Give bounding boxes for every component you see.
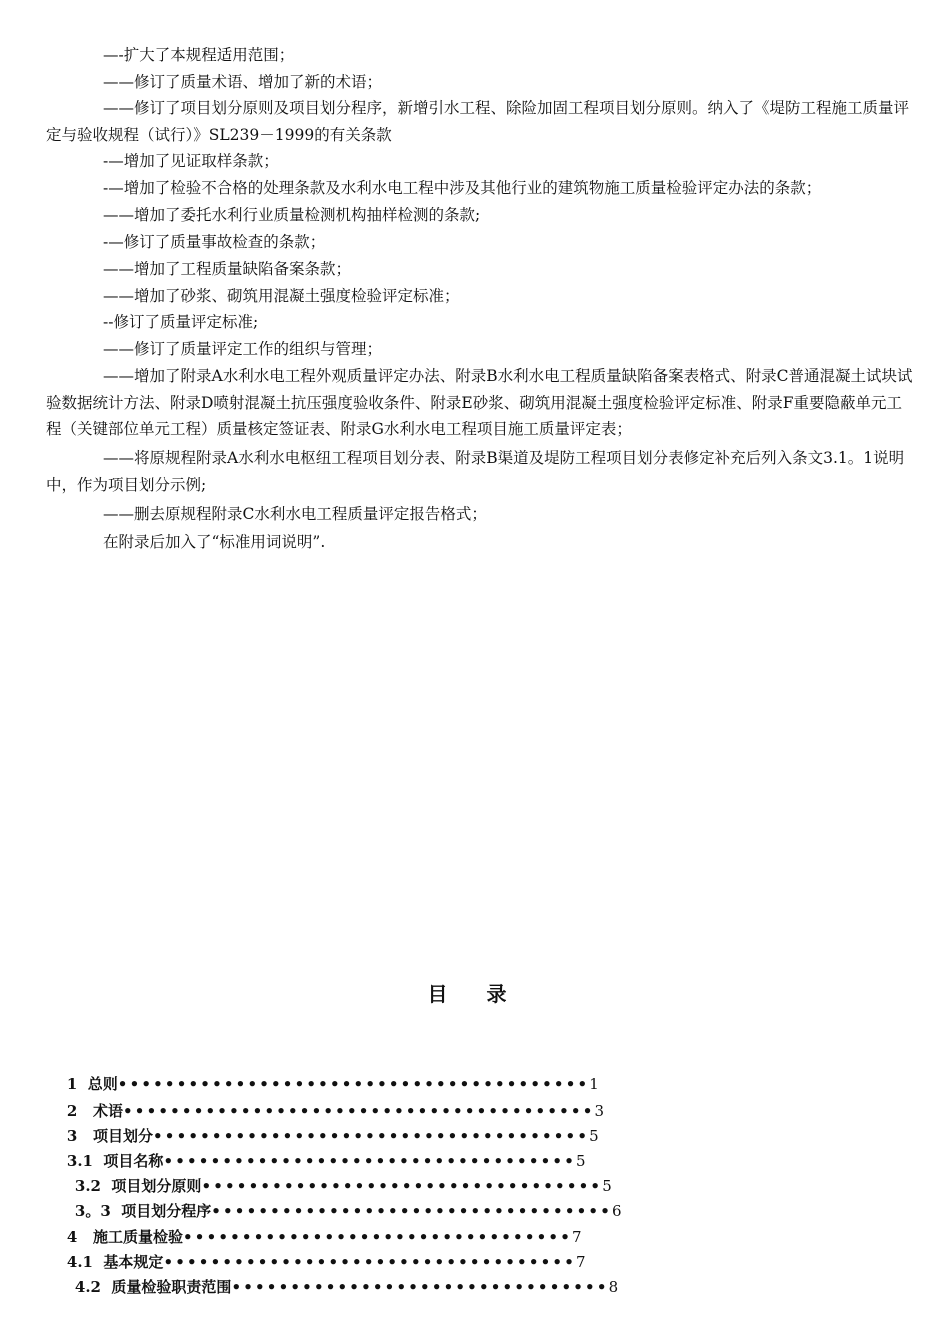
toc-entry[interactable] (54, 1258, 618, 1315)
toc-page-number: 7 (576, 1253, 586, 1271)
toc-page-number: 5 (589, 1127, 599, 1145)
toc-page-number: 7 (571, 1228, 582, 1246)
revision-item-15: 在附录后加入了“标准用词说明”. (103, 533, 326, 551)
toc-page-number: 3 (594, 1102, 605, 1120)
toc-title: 目 录 (427, 982, 523, 1006)
toc-page-number: 1 (589, 1075, 599, 1093)
revision-item-12: ——增加了附录A水利水电工程外观质量评定办法、附录B水利水电工程质量缺陷备案表格式、附录C普通混凝土试块试验数据统计方法、附录D喷射混凝土抗压强度验收条件、附录E砂浆、砌筑用混凝土强度检验评定标准、附录F重要隐蔽单元工程（关键部位单元工程）质量核定签证表、附录G水利水电工程项目施工质量评定表； (46, 367, 913, 439)
toc-leader-dots: ••••••••••••••••••••••••••••••••• (183, 1228, 572, 1246)
toc-entry-label: 3.2 项目划分原则 (74, 1177, 202, 1195)
toc-page-number: 5 (576, 1152, 586, 1170)
toc-leader-dots: •••••••••••••••••••••••••••••••••••••••• (117, 1075, 590, 1093)
revision-item-4: -—增加了见证取样条款； (103, 152, 279, 170)
toc-entry-label: 4.2 质量检验职责范围 (74, 1278, 232, 1296)
revision-item-10: --修订了质量评定标准; (103, 313, 259, 331)
revision-item-1: —-扩大了本规程适用范围； (103, 46, 295, 64)
toc-entry-label: 2 术语 (66, 1102, 123, 1120)
toc-page-number: 5 (602, 1177, 612, 1195)
revision-item-8: ——增加了工程质量缺陷备案条款； (103, 260, 352, 278)
toc-entry-label: 4.1 基本规定 (66, 1253, 164, 1271)
revision-item-13: ——将原规程附录A水利水电枢纽工程项目划分表、附录B渠道及堤防工程项目划分表修定补充后列入条文3.1。1说明中，作为项目划分示例; (46, 449, 905, 494)
toc-leader-dots: •••••••••••••••••••••••••••••••••• (201, 1177, 603, 1195)
revision-item-2: ——修订了质量术语、增加了新的术语； (103, 73, 383, 91)
revision-item-6: ——增加了委托水利行业质量检测机构抽样检测的条款; (103, 206, 481, 224)
toc-leader-dots: •••••••••••••••••••••••••••••••• (231, 1278, 609, 1296)
toc-leader-dots: ••••••••••••••••••••••••••••••••••• (163, 1152, 576, 1170)
revision-item-9: ——增加了砂浆、砌筑用混凝土强度检验评定标准； (103, 287, 460, 305)
toc-page-number: 6 (612, 1202, 622, 1220)
revision-item-3: ——修订了项目划分原则及项目划分程序，新增引水工程、除险加固工程项目划分原则。纳入了《堤防工程施工质量评定与验收规程（试行）》SL239－1999的有关条款 (46, 99, 910, 144)
toc-entry-label: 3。3 项目划分程序 (74, 1202, 212, 1220)
revision-item-7: -—修订了质量事故检查的条款； (103, 233, 326, 251)
toc-entry-label: 4 施工质量检验 (66, 1228, 183, 1246)
revision-item-5: -—增加了检验不合格的处理条款及水利水电工程中涉及其他行业的建筑物施工质量检验评定办法的条款； (103, 179, 822, 197)
toc-entry-label: 1 总则 (66, 1075, 118, 1093)
toc-entry-label: 3.1 项目名称 (66, 1152, 164, 1170)
toc-leader-dots: ••••••••••••••••••••••••••••••••••• (163, 1253, 576, 1271)
toc-entry-label: 3 项目划分 (66, 1127, 153, 1145)
toc-page-number: 8 (608, 1278, 619, 1296)
revision-item-11: ——修订了质量评定工作的组织与管理； (103, 340, 383, 358)
toc-leader-dots: •••••••••••••••••••••••••••••••••• (211, 1202, 612, 1220)
revision-item-14: ——删去原规程附录C水利水电工程质量评定报告格式； (103, 505, 487, 523)
toc-leader-dots: •••••••••••••••••••••••••••••••••••••••• (123, 1102, 595, 1120)
toc-leader-dots: ••••••••••••••••••••••••••••••••••••• (153, 1127, 590, 1145)
